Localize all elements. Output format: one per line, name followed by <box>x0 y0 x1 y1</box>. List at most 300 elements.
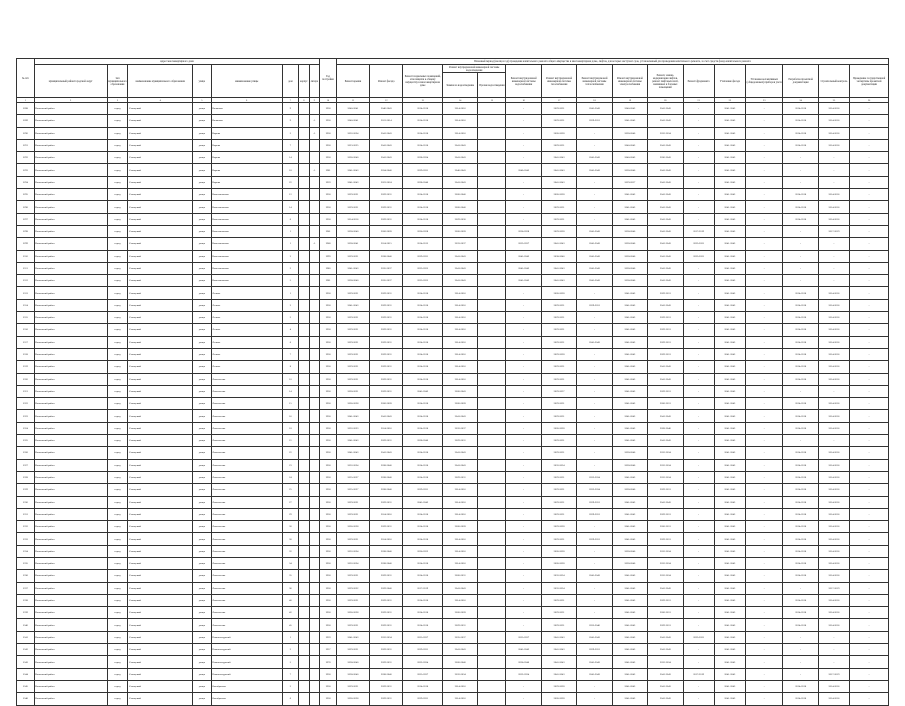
table-cell: 5326 <box>17 447 35 459</box>
table-cell: улица <box>192 410 211 422</box>
table-row <box>17 557 889 569</box>
table-cell: - <box>506 570 541 582</box>
column-number-cell: 14 <box>442 98 477 103</box>
table-row <box>17 189 889 201</box>
table-cell: 2041-2043 <box>714 225 745 237</box>
table-cell: - <box>818 435 849 447</box>
table-cell: 2014-2016 <box>442 103 477 115</box>
table-cell: Ленина <box>211 324 282 336</box>
table-cell: 2041-2043 <box>612 410 647 422</box>
table-cell: 2041-2043 <box>612 631 647 643</box>
table-cell: 5312 <box>17 275 35 287</box>
table-cell: город <box>107 189 128 201</box>
table-cell: 24 <box>282 471 299 483</box>
table-cell: 1958 <box>320 103 337 115</box>
table-cell: 2038-2040 <box>370 668 403 680</box>
table-row <box>17 385 889 397</box>
table-cell: 2028-2040 <box>612 459 647 471</box>
table-cell: 2026-2028 <box>442 607 477 619</box>
table-cell: 2028-2040 <box>612 557 647 569</box>
table-cell: 2014-2016 <box>783 570 818 582</box>
table-cell <box>299 656 309 668</box>
table-cell: 2041-2043 <box>648 680 683 692</box>
table-cell: город <box>107 164 128 176</box>
table-cell: 2041-2043 <box>506 644 541 656</box>
table-cell: - <box>683 496 714 508</box>
table-row <box>17 103 889 115</box>
table-cell: Ломоносова <box>211 422 282 434</box>
table-cell: 2029-2031 <box>370 693 403 705</box>
table-cell: - <box>506 619 541 631</box>
table-cell <box>478 422 506 434</box>
table-cell: улица <box>192 435 211 447</box>
table-cell: 2029-2030 <box>442 213 477 225</box>
table-cell: 5328 <box>17 471 35 483</box>
table-cell: - <box>745 312 782 324</box>
col-header: Ремонт внутридомовой инженерной системы водоснабжения <box>506 65 541 98</box>
table-cell: Сланцевый <box>128 152 193 164</box>
table-cell: город <box>107 398 128 410</box>
table-cell: Сланцевый <box>128 348 193 360</box>
table-cell: 2041-2043 <box>336 299 369 311</box>
table-cell: Нижнекотурский <box>211 656 282 668</box>
table-cell: Сланцевый <box>128 398 193 410</box>
table-cell: - <box>850 680 889 692</box>
table-cell: 2028-2040 <box>612 262 647 274</box>
table-cell: 2035-2037 <box>370 275 403 287</box>
table-cell: - <box>506 594 541 606</box>
table-cell: 2041-2043 <box>577 336 612 348</box>
table-cell <box>478 275 506 287</box>
table-cell: Ломоносова <box>211 484 282 496</box>
table-cell: - <box>850 631 889 643</box>
table-cell: 2041-2043 <box>648 238 683 250</box>
table-cell: - <box>506 189 541 201</box>
table-cell <box>309 435 320 447</box>
table-cell: - <box>850 582 889 594</box>
table-cell: 2038-2040 <box>370 484 403 496</box>
table-cell: 2041-2043 <box>612 299 647 311</box>
table-cell: город <box>107 250 128 262</box>
table-cell: - <box>783 435 818 447</box>
table-cell: А <box>309 164 320 176</box>
table-cell: 6 <box>282 693 299 705</box>
table-cell: - <box>577 373 612 385</box>
table-cell: Сланцевый <box>128 570 193 582</box>
table-cell: 2014-2016 <box>403 594 443 606</box>
table-cell: Сланцевый <box>128 582 193 594</box>
table-row <box>17 607 889 619</box>
table-cell: - <box>850 324 889 336</box>
table-cell: 2029-2031 <box>442 435 477 447</box>
table-cell: Сланцевый <box>128 607 193 619</box>
table-row <box>17 680 889 692</box>
table-cell: - <box>745 410 782 422</box>
table-cell: - <box>850 693 889 705</box>
table-cell: 2041-2043 <box>442 139 477 151</box>
table-cell <box>478 336 506 348</box>
table-cell: Кызылский район <box>34 521 107 533</box>
table-cell: 2029-2031 <box>541 594 576 606</box>
table-cell: Сланцевый <box>128 435 193 447</box>
table-cell: 14 <box>282 152 299 164</box>
table-cell: 2032-2034 <box>336 545 369 557</box>
table-cell: - <box>850 607 889 619</box>
table-cell: Кызылский район <box>34 299 107 311</box>
table-cell: 2014-2016 <box>783 496 818 508</box>
table-cell <box>478 533 506 545</box>
table-cell: Кызылский район <box>34 631 107 643</box>
table-cell <box>309 631 320 643</box>
table-cell: 32 <box>282 545 299 557</box>
table-cell: 2028-2040 <box>612 250 647 262</box>
table-cell: - <box>850 164 889 176</box>
table-cell: 2028-2040 <box>403 176 443 188</box>
table-body <box>17 103 889 706</box>
table-cell: 2017-2019 <box>818 668 849 680</box>
table-cell <box>309 644 320 656</box>
table-cell: 2041-2043 <box>714 164 745 176</box>
table-cell: - <box>745 471 782 483</box>
table-cell: 2014-2016 <box>403 213 443 225</box>
table-cell: Сланцевый <box>128 422 193 434</box>
table-cell: - <box>506 299 541 311</box>
table-cell: 2026-2028 <box>336 398 369 410</box>
table-cell <box>478 471 506 483</box>
table-cell: 2028-2040 <box>612 127 647 139</box>
table-cell: - <box>850 484 889 496</box>
table-cell: 2023-2024 <box>370 176 403 188</box>
table-cell <box>478 201 506 213</box>
table-cell: 2026-2028 <box>442 398 477 410</box>
table-cell: - <box>745 631 782 643</box>
table-cell: 2014-2016 <box>442 312 477 324</box>
table-cell: 2014-2016 <box>818 693 849 705</box>
table-cell <box>478 385 506 397</box>
table-cell: 5296 <box>17 201 35 213</box>
table-row <box>17 459 889 471</box>
table-cell: 1958 <box>320 582 337 594</box>
table-cell: 2041-2043 <box>442 250 477 262</box>
table-cell: 2014-2016 <box>818 594 849 606</box>
table-cell: Сланцевый <box>128 213 193 225</box>
table-cell: 2041-2043 <box>442 644 477 656</box>
table-cell: 1958 <box>320 213 337 225</box>
table-cell: 2014-2016 <box>403 361 443 373</box>
table-cell: улица <box>192 262 211 274</box>
table-cell <box>309 668 320 680</box>
table-cell: улица <box>192 521 211 533</box>
table-cell: 2028-2040 <box>612 545 647 557</box>
table-cell: 5334 <box>17 545 35 557</box>
table-cell: 7 <box>282 139 299 151</box>
table-cell: 2029-2031 <box>336 496 369 508</box>
table-cell <box>299 275 309 287</box>
table-cell: 2014-2016 <box>783 693 818 705</box>
table-cell: улица <box>192 361 211 373</box>
table-cell: 2041-2043 <box>714 324 745 336</box>
table-cell: 2041-2043 <box>648 225 683 237</box>
table-cell: 2014-2016 <box>818 422 849 434</box>
table-cell: 2041-2043 <box>577 225 612 237</box>
table-cell <box>478 398 506 410</box>
table-cell <box>309 484 320 496</box>
table-cell: 1958 <box>320 693 337 705</box>
table-cell: 2014-2016 <box>818 619 849 631</box>
table-cell: Ломоносова <box>211 521 282 533</box>
table-cell: 1959 <box>320 631 337 643</box>
table-row <box>17 398 889 410</box>
table-cell: Кызылский район <box>34 680 107 692</box>
table-cell: - <box>577 127 612 139</box>
table-cell: 2041-2043 <box>648 275 683 287</box>
table-cell: 2029-2031 <box>336 250 369 262</box>
table-cell: 2029-2031 <box>403 250 443 262</box>
table-cell: 2041-2043 <box>714 496 745 508</box>
table-cell: 2029-2031 <box>370 348 403 360</box>
table-cell: улица <box>192 287 211 299</box>
table-cell: 2041-2043 <box>714 139 745 151</box>
table-cell: 2029-2031 <box>370 680 403 692</box>
table-cell: - <box>783 631 818 643</box>
table-cell: 2041-2043 <box>336 176 369 188</box>
table-cell: - <box>683 557 714 569</box>
table-row <box>17 361 889 373</box>
table-cell <box>299 680 309 692</box>
table-cell: 5317 <box>17 336 35 348</box>
table-cell: Сланцевый <box>128 385 193 397</box>
table-cell: 5324 <box>17 422 35 434</box>
table-cell: 2041-2043 <box>714 176 745 188</box>
table-cell: 2029-2031 <box>370 570 403 582</box>
table-cell: 14 <box>282 385 299 397</box>
table-row <box>17 521 889 533</box>
table-cell: - <box>850 656 889 668</box>
table-cell: 2014-2016 <box>442 557 477 569</box>
table-cell <box>309 693 320 705</box>
table-cell: - <box>745 348 782 360</box>
table-cell: 2014-2016 <box>403 348 443 360</box>
table-cell <box>299 287 309 299</box>
table-cell: 2041-2043 <box>648 115 683 127</box>
table-cell: - <box>683 471 714 483</box>
col-header: Разработка проектной документации <box>783 65 818 98</box>
table-cell: Сланцевый <box>128 139 193 151</box>
table-cell: 2041-2043 <box>577 570 612 582</box>
table-cell: - <box>683 201 714 213</box>
table-cell <box>309 557 320 569</box>
table-cell: 2035-2037 <box>506 631 541 643</box>
table-cell: - <box>683 348 714 360</box>
table-cell: 2014-2016 <box>783 521 818 533</box>
table-cell: 2041-2043 <box>612 533 647 545</box>
table-cell: 5293 <box>17 164 35 176</box>
table-cell: 2041-2043 <box>541 152 576 164</box>
table-cell: 22 <box>282 176 299 188</box>
table-cell: 2029-2031 <box>541 484 576 496</box>
table-cell: 1958 <box>320 201 337 213</box>
table-cell: - <box>850 668 889 680</box>
table-cell: 2014-2016 <box>818 496 849 508</box>
table-cell: Ломоносова <box>211 619 282 631</box>
table-cell: - <box>745 447 782 459</box>
table-row <box>17 262 889 274</box>
table-row <box>17 348 889 360</box>
table-cell <box>478 644 506 656</box>
table-cell: 2041-2043 <box>612 348 647 360</box>
table-cell: 5340 <box>17 619 35 631</box>
table-cell: 2029-2032 <box>336 582 369 594</box>
table-cell: - <box>506 521 541 533</box>
table-cell <box>309 287 320 299</box>
table-cell: город <box>107 459 128 471</box>
table-cell: 2029-2028 <box>541 680 576 692</box>
table-cell <box>478 607 506 619</box>
table-cell: 2041-2043 <box>714 508 745 520</box>
table-cell: - <box>783 176 818 188</box>
table-cell: улица <box>192 213 211 225</box>
table-cell: 5314 <box>17 299 35 311</box>
table-cell: город <box>107 201 128 213</box>
table-cell <box>478 410 506 422</box>
table-row <box>17 336 889 348</box>
table-cell: 5298 <box>17 225 35 237</box>
table-cell: Кирова <box>211 152 282 164</box>
table-cell: 2014-2015 <box>370 238 403 250</box>
table-cell: город <box>107 631 128 643</box>
table-cell: - <box>577 201 612 213</box>
table-cell: улица <box>192 312 211 324</box>
table-cell: - <box>683 176 714 188</box>
table-cell: 2041-2043 <box>612 336 647 348</box>
table-cell: 2041-2043 <box>612 115 647 127</box>
table-cell: 12 <box>282 189 299 201</box>
table-cell: 2026-2028 <box>336 693 369 705</box>
table-cell <box>299 164 309 176</box>
table-cell: 2041-2043 <box>577 164 612 176</box>
table-cell: 1958 <box>320 459 337 471</box>
table-cell: 2014-2016 <box>403 557 443 569</box>
table-cell: 2041-2043 <box>336 262 369 274</box>
table-row <box>17 508 889 520</box>
table-cell <box>478 582 506 594</box>
table-cell: 2038-2040 <box>370 459 403 471</box>
table-cell: 2041-2043 <box>577 262 612 274</box>
table-cell: 2041-2043 <box>442 410 477 422</box>
table-cell: 5316 <box>17 324 35 336</box>
table-cell: 2040-2043 <box>612 152 647 164</box>
table-cell <box>309 607 320 619</box>
table-cell: 2041-2043 <box>648 668 683 680</box>
table-cell: 5335 <box>17 557 35 569</box>
table-cell: 2028-2040 <box>648 422 683 434</box>
table-cell <box>478 619 506 631</box>
table-cell: Сланцевый <box>128 115 193 127</box>
table-cell: - <box>850 275 889 287</box>
table-cell: 2041-2043 <box>648 262 683 274</box>
table-cell: 2041-2043 <box>612 287 647 299</box>
table-cell: 2041-2043 <box>648 693 683 705</box>
table-cell: 2029-2031 <box>370 594 403 606</box>
table-cell: 23 <box>282 459 299 471</box>
table-cell: город <box>107 435 128 447</box>
table-cell: 2014-2016 <box>818 324 849 336</box>
table-cell: 2029-2031 <box>336 312 369 324</box>
table-cell: 2014-2016 <box>403 115 443 127</box>
table-cell: 2029-2031 <box>370 656 403 668</box>
table-cell: 2029-2037 <box>612 176 647 188</box>
table-cell: - <box>577 324 612 336</box>
table-cell: улица <box>192 471 211 483</box>
table-cell: 2014-2016 <box>442 127 477 139</box>
table-cell: город <box>107 312 128 324</box>
table-cell: 2034-2040 <box>370 164 403 176</box>
table-row <box>17 656 889 668</box>
table-cell: Сланцевый <box>128 201 193 213</box>
table-cell: 2014-2016 <box>818 312 849 324</box>
table-cell: - <box>783 385 818 397</box>
table-cell: Сланцевый <box>128 103 193 115</box>
table-cell: 6 <box>282 336 299 348</box>
table-cell: 2014-2016 <box>442 508 477 520</box>
table-cell: Комсомольская <box>211 262 282 274</box>
table-cell: - <box>745 213 782 225</box>
table-cell: 2029-2031 <box>336 336 369 348</box>
table-cell: улица <box>192 164 211 176</box>
table-cell: 2029-2031 <box>336 373 369 385</box>
column-number-cell: 25 <box>818 98 849 103</box>
table-cell: 2026-2028 <box>370 398 403 410</box>
table-cell: улица <box>192 238 211 250</box>
table-cell: 2014-2016 <box>783 557 818 569</box>
table-cell: 30 <box>282 521 299 533</box>
table-cell: 2041-2043 <box>403 385 443 397</box>
table-cell: - <box>506 201 541 213</box>
table-cell: 2029-2031 <box>403 484 443 496</box>
table-cell: Сланцевый <box>128 521 193 533</box>
table-cell: 2041-2043 <box>612 680 647 692</box>
table-cell: 1958 <box>320 607 337 619</box>
table-cell: 2041-2043 <box>714 582 745 594</box>
table-cell: 2041-2043 <box>714 361 745 373</box>
table-cell: - <box>850 336 889 348</box>
table-cell: - <box>745 324 782 336</box>
table-cell <box>309 533 320 545</box>
table-cell: Ломоносова <box>211 508 282 520</box>
table-cell: - <box>506 496 541 508</box>
table-cell: 3 <box>282 262 299 274</box>
table-cell <box>299 570 309 582</box>
table-cell: 2029-2031 <box>541 361 576 373</box>
table-cell <box>309 250 320 262</box>
table-cell: улица <box>192 152 211 164</box>
table-cell: 2029-2031 <box>336 619 369 631</box>
column-number-cell: 12 <box>370 98 403 103</box>
table-cell <box>478 103 506 115</box>
table-cell: 2041-2043 <box>648 496 683 508</box>
table-cell: Кызылский район <box>34 189 107 201</box>
table-cell: 2041-2043 <box>612 213 647 225</box>
table-cell: 2041-2043 <box>541 644 576 656</box>
table-cell: 2026-2031 <box>442 570 477 582</box>
table-cell <box>299 607 309 619</box>
table-row <box>17 139 889 151</box>
table-cell: - <box>577 447 612 459</box>
table-cell: - <box>850 471 889 483</box>
table-cell: 2032-2034 <box>648 471 683 483</box>
table-cell: - <box>683 385 714 397</box>
table-cell: - <box>506 533 541 545</box>
